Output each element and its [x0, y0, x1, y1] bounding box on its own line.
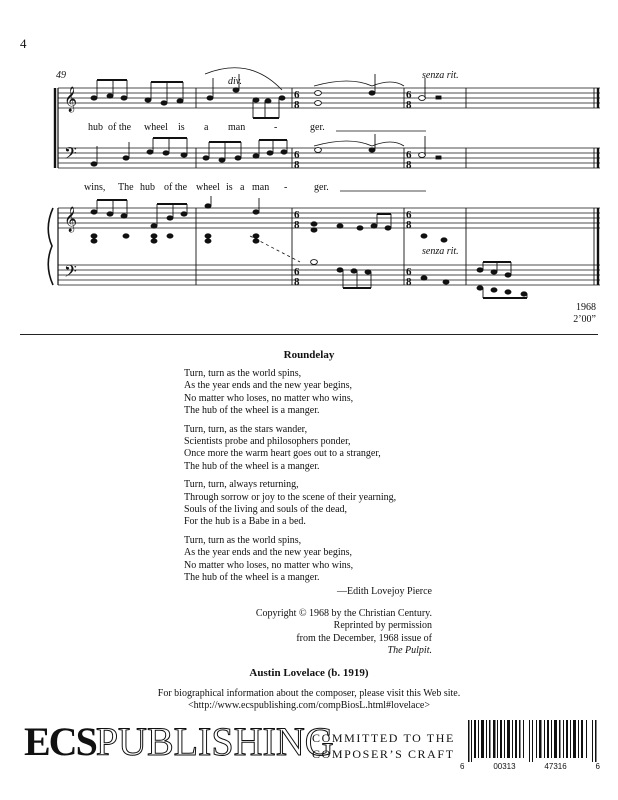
poem-line: Through sorrow or joy to the scene of their yearning,: [184, 491, 397, 503]
lyric: man: [228, 122, 246, 133]
poem-line: Souls of the living and souls of the dead,: [184, 504, 348, 516]
ecs-publishing-logo: [24, 719, 334, 764]
copyright-line: Reprinted by permission: [333, 620, 432, 632]
tempo-marking-piano: senza rit.: [422, 246, 459, 257]
barcode-digit: 6: [460, 762, 465, 771]
tagline-line: COMMITTED TO THE: [312, 731, 455, 745]
stanza: [184, 479, 484, 529]
music-score: [0, 0, 618, 300]
stanza: [184, 424, 484, 474]
svg-text:8: 8: [294, 276, 300, 288]
svg-text:8: 8: [406, 276, 412, 288]
lyric: of the: [164, 182, 188, 193]
tagline-line: COMPOSER’S CRAFT: [312, 747, 455, 761]
poem-line: The hub of the wheel is a manger.: [184, 460, 320, 472]
lyric: The: [118, 182, 134, 193]
copyright-notice: [256, 608, 432, 658]
barcode-digit: 47316: [544, 762, 567, 771]
copyright-line: The Pulpit.: [387, 645, 432, 657]
div-marking: div.: [228, 76, 242, 87]
poem-line: Scientists probe and philosophers ponder,: [184, 436, 351, 448]
poem-line: Turn, turn, as the stars wander,: [184, 423, 308, 435]
poem-attribution: —Edith Lovejoy Pierce: [337, 586, 432, 597]
svg-text:𝄢: 𝄢: [64, 145, 77, 167]
staff-piano-treble: [58, 208, 600, 228]
poem-line: No matter who loses, no matter who wins,: [184, 392, 354, 404]
duration: 2’00”: [573, 314, 596, 325]
poem-line: Turn, turn as the world spins,: [184, 534, 302, 546]
lyric: a: [240, 182, 245, 193]
barcode-digits: [460, 762, 600, 771]
lyric: wheel: [144, 122, 168, 133]
treble-lyrics: [88, 122, 325, 133]
stanza: [184, 368, 484, 418]
svg-text:6: 6: [406, 149, 412, 161]
svg-text:𝄢: 𝄢: [64, 263, 77, 285]
poem-line: No matter who loses, no matter who wins,: [184, 559, 354, 571]
poem-line: As the year ends and the new year begins,: [184, 547, 352, 559]
stanza: [184, 535, 484, 585]
poem-line: For the hub is a Babe in a bed.: [184, 516, 306, 528]
poem-line: As the year ends and the new year begins,: [184, 380, 352, 392]
poem-title: Roundelay: [283, 349, 335, 361]
composition-year: 1968: [576, 302, 596, 313]
barcode-icon: [468, 720, 598, 762]
staff-treble-voice: [58, 88, 600, 108]
lyric: wheel: [196, 182, 220, 193]
svg-text:𝄞: 𝄞: [64, 86, 78, 111]
page-number: 4: [20, 36, 27, 51]
lyric: of the: [108, 122, 132, 133]
poem-text: [184, 368, 484, 591]
logo-publishing: PUBLISHING: [95, 719, 334, 764]
copyright-line: Copyright © 1968 by the Christian Century.: [255, 608, 432, 619]
svg-text:6: 6: [294, 266, 300, 278]
lyric: wins,: [84, 182, 106, 193]
svg-text:6: 6: [406, 209, 412, 221]
svg-text:𝄞: 𝄞: [64, 206, 78, 231]
bio-link[interactable]: <http://www.ecspublishing.com/compBiosL.html#lovelace>: [188, 700, 430, 712]
barcode-digit: 6: [595, 762, 600, 771]
poem-line: Turn, turn as the world spins,: [184, 368, 302, 379]
lyric: -: [274, 122, 278, 133]
staff-piano-bass: [58, 265, 600, 285]
copyright-line: from the December, 1968 issue of: [296, 632, 432, 644]
svg-text:8: 8: [294, 159, 300, 171]
measure-number: 49: [56, 70, 66, 81]
lyric: ger.: [310, 122, 325, 133]
bio-text: For biographical information about the composer, please visit this Web site.: [157, 688, 461, 699]
lyric: -: [284, 182, 288, 193]
svg-text:6: 6: [294, 209, 300, 221]
svg-text:6: 6: [294, 89, 300, 101]
lyric: is: [178, 122, 185, 133]
lyric: ger.: [314, 182, 329, 193]
poem-line: Turn, turn, always returning,: [184, 479, 299, 491]
composer-name: Austin Lovelace (b. 1919): [249, 667, 369, 679]
svg-text:8: 8: [294, 99, 300, 111]
svg-text:6: 6: [406, 266, 412, 278]
lyric: is: [226, 182, 233, 193]
tempo-marking-top: senza rit.: [422, 70, 459, 81]
staff-bass-voice: [58, 148, 600, 168]
svg-text:8: 8: [406, 219, 412, 231]
lyric: hub: [88, 122, 103, 133]
divider: [20, 334, 598, 335]
lyric: man: [252, 182, 270, 193]
svg-text:8: 8: [406, 99, 412, 111]
lyric: a: [204, 122, 209, 133]
bass-lyrics: [84, 182, 329, 193]
poem-line: Once more the warm heart goes out to a stranger,: [184, 448, 381, 460]
tagline: [312, 730, 455, 762]
barcode-digit: 00313: [493, 762, 516, 771]
svg-text:8: 8: [406, 159, 412, 171]
svg-text:6: 6: [294, 149, 300, 161]
logo-ecs: ECS: [24, 719, 96, 764]
svg-text:6: 6: [406, 89, 412, 101]
lyric: hub: [140, 182, 155, 193]
poem-line: The hub of the wheel is a manger.: [184, 405, 320, 417]
svg-text:8: 8: [294, 219, 300, 231]
poem-line: The hub of the wheel is a manger.: [184, 572, 320, 584]
composer-bio: [0, 688, 618, 713]
